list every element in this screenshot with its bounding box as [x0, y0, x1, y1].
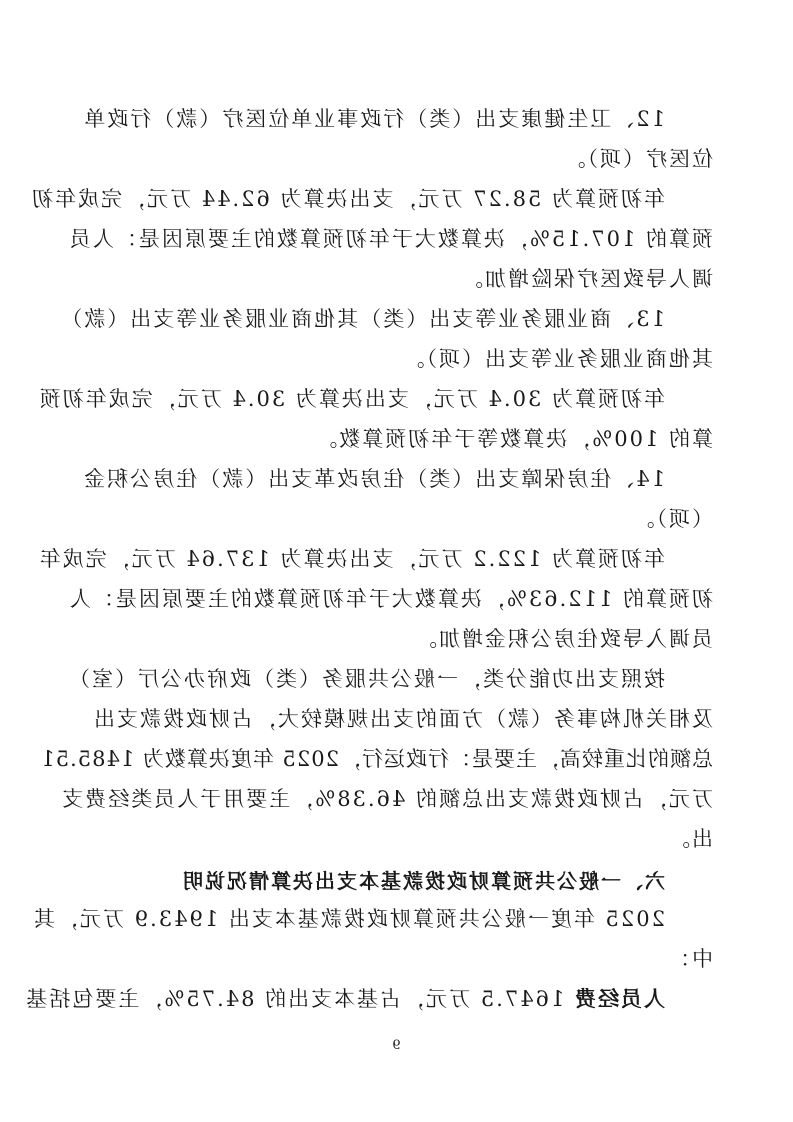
text-line: 调人导致医疗保险增加。 [460, 267, 713, 291]
text-line: （项）。 [631, 507, 713, 531]
text-line: 中： [667, 947, 713, 971]
text-line: 初预算的 112.63%，决算数大于年初预算数的主要原因是：人 [67, 587, 713, 611]
text-line: 2025 年度一般公共预算财政拨款基本支出 1943.9 万元，其 [32, 907, 665, 931]
text-line: 及相关机构事务（款）方面的支出规模较大，占财政拨款支出 [92, 707, 713, 731]
text-line [0, 984, 793, 1014]
text-line: 年初预算为 58.27 万元，支出决算为 62.44 万元，完成年初 [30, 187, 665, 211]
text-line: 预算的 107.15%，决算数大于年初预算数的主要原因是：人员 [67, 227, 713, 251]
text-line: 位医疗（项）。 [562, 147, 713, 171]
text-line: 其他商业服务业等支出（项）。 [401, 347, 713, 371]
page-number: 9 [392, 1038, 401, 1053]
text-line: 年初预算为 122.2 万元，支出决算为 137.64 万元，完成年 [37, 547, 665, 571]
text-line: 员调入导致住房公积金增加。 [414, 627, 713, 651]
text-line: 按照支出功能分类，一般公共服务（类）政府办公厅（室） [67, 667, 665, 691]
text-run: 1647.5 万元，占基本支出的 84.75%，主要包括基 [24, 987, 573, 1011]
text-line: 万元，占财政拨款支出总额的 46.38%，主要用于人员类经费支 [60, 787, 713, 811]
section-heading: 六、一般公共预算财政拨款基本支出决算情况说明 [181, 869, 665, 893]
bold-term: 人员经费 [573, 987, 665, 1011]
text-line: 总额的比重较高，主要是：行政运行，2025 年度决算数为 1485.51 [40, 747, 713, 771]
text-line: 12、卫生健康支出（类）行政事业单位医疗（款）行政单 [82, 107, 665, 131]
text-line: 算的 100%，决算数等于年初预算数。 [314, 427, 713, 451]
text-line: 13、商业服务业等支出（类）其他商业服务业等支出（款） [59, 307, 665, 331]
text-line: 14、住房保障支出（类）住房改革支出（款）住房公积金 [82, 467, 665, 491]
text-line: 年初预算为 30.4 万元，支出决算为 30.4 万元，完成年初预 [37, 387, 665, 411]
text-line: 出。 [667, 827, 713, 851]
